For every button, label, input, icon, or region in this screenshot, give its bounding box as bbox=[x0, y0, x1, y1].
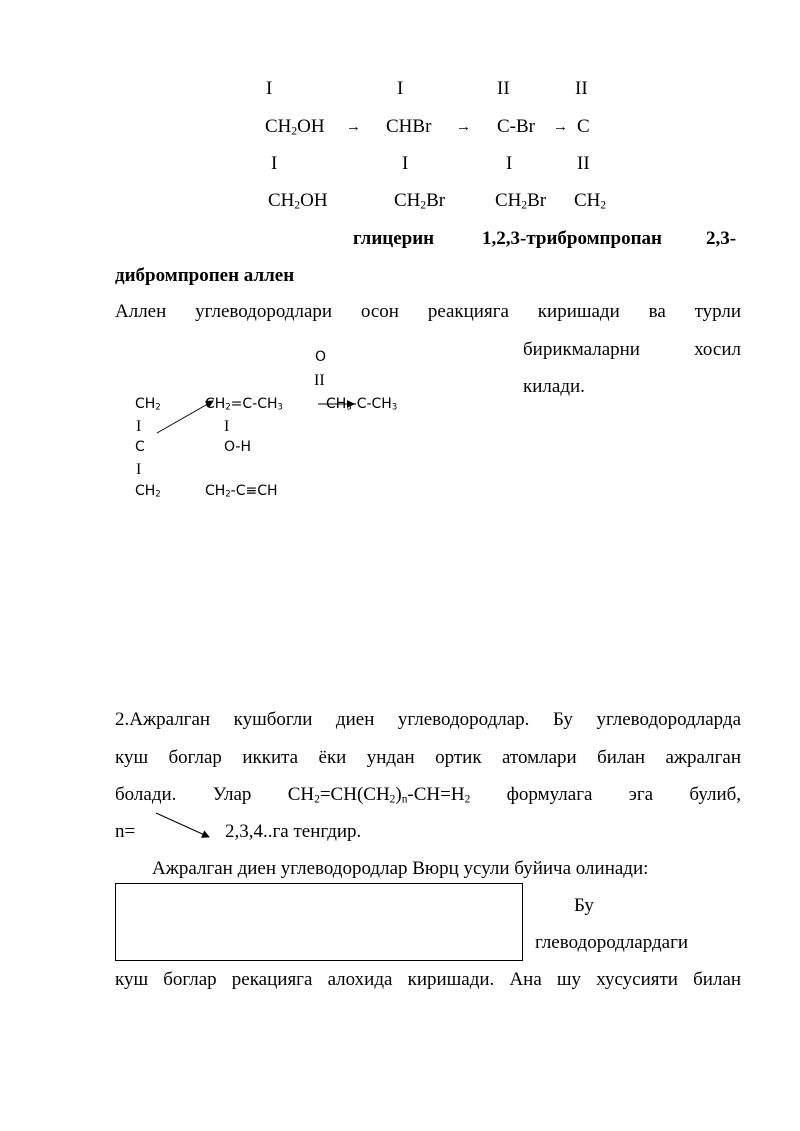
formula-cbr: C-Br bbox=[497, 116, 535, 137]
allene-paragraph-line-3: килади. bbox=[523, 376, 585, 397]
formula-ch2: $CH_2$ bbox=[574, 190, 607, 212]
name-tribromopropane: 1,2,3-трибромпропан bbox=[482, 228, 662, 249]
valence-mark: I bbox=[397, 78, 404, 99]
valence-mark: II bbox=[575, 78, 588, 99]
arrow-n-line bbox=[156, 813, 209, 837]
arrow-icon: → bbox=[553, 119, 568, 135]
arrow-to-enol bbox=[157, 401, 213, 433]
n-label: n= bbox=[115, 821, 136, 842]
hydroxyl-label: O-H bbox=[224, 439, 251, 455]
allene-ch2-bottom: $CH_2$ bbox=[135, 483, 161, 499]
acetone-formula: $CH_3-C-CH_3$ bbox=[326, 396, 398, 412]
formula-c: C bbox=[577, 116, 590, 137]
name-glycerin: глицерин bbox=[353, 228, 435, 249]
valence-mark: I bbox=[506, 153, 513, 174]
empty-frame bbox=[115, 883, 523, 961]
bond-mark: I bbox=[136, 461, 142, 478]
dienes-line-1: 2.Ажралган кушбогли диен углеводородлар. Бу углеводородларда bbox=[115, 709, 742, 730]
arrow-icon: → bbox=[346, 119, 361, 135]
compound-names-cont: дибромпропен аллен bbox=[115, 265, 295, 286]
enol-formula: $CH_2=C-CH_3$ bbox=[205, 396, 283, 412]
allene-c: C bbox=[135, 439, 145, 455]
allene-paragraph-line-2: бирикмаларни хосил bbox=[523, 339, 741, 360]
valence-mark: I bbox=[271, 153, 278, 174]
double-bond-mark: II bbox=[314, 372, 325, 389]
last-line: куш боглар рекацияга алохида киришади. Ана шу хусусияти билан bbox=[115, 969, 742, 990]
arrow-icon: → bbox=[456, 119, 471, 135]
formula-ch2br: $CH_2Br$ bbox=[394, 190, 446, 212]
allene-paragraph-line-1: Аллен углеводородлари осон реакцияга киришади ва турли bbox=[115, 301, 742, 322]
allene-ch2-top: $CH_2$ bbox=[135, 396, 161, 412]
valence-mark: I bbox=[266, 78, 273, 99]
oxygen-label: O bbox=[315, 349, 327, 365]
formula-chbr: CHBr bbox=[386, 116, 432, 137]
bond-mark: I bbox=[136, 418, 142, 435]
valence-mark: II bbox=[577, 153, 590, 174]
valence-mark: II bbox=[497, 78, 510, 99]
formula-ch2br: $CH_2Br$ bbox=[495, 190, 547, 212]
name-dibromopropene-part: 2,3- bbox=[706, 228, 737, 249]
formula-ch2oh: $CH_2OH$ bbox=[268, 190, 328, 212]
diene-general-formula: $CH_2=CH(CH_2)_n-CH=H_2$ bbox=[287, 784, 471, 806]
valence-mark: I bbox=[402, 153, 409, 174]
bu-word: Бу bbox=[574, 895, 594, 916]
formula-ch2oh: $CH_2OH$ bbox=[265, 116, 325, 138]
propyne-formula: $CH_2-C\equiv CH$ bbox=[205, 483, 278, 499]
bond-mark: I bbox=[224, 418, 230, 435]
hydrocarbons-word: глеводородлардаги bbox=[535, 932, 689, 953]
dienes-line-3: болади. Улар $CH_2=CH(CH_2)_n-CH=H_2$ формулага эга булиб, bbox=[115, 784, 742, 806]
dienes-line-2: куш боглар иккита ёки ундан ортик атомлари билан ажралган bbox=[115, 747, 741, 768]
wurtz-method-line: Ажралган диен углеводородлар Вюрц усули буйича олинади: bbox=[152, 858, 649, 879]
n-value: 2,3,4..га тенгдир. bbox=[225, 821, 362, 842]
